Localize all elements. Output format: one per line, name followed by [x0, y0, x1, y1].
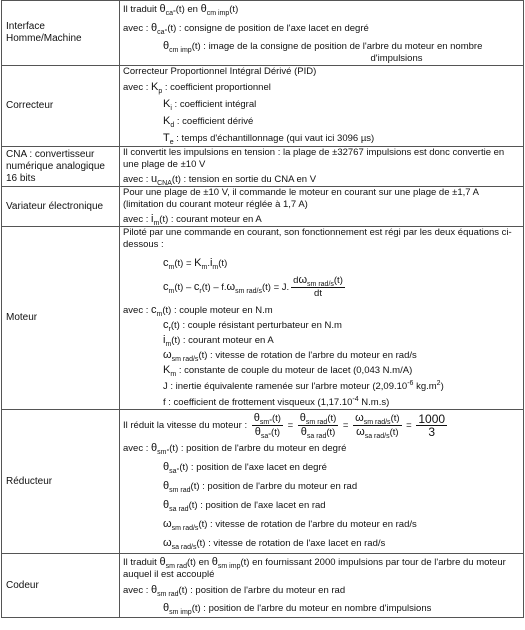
- row-content: [120, 554, 524, 618]
- line: J : inertie équivalente ramenée sur l'arbre moteur ($2,09.10^{-6}$ $kg.m^2$): [163, 380, 444, 393]
- line: $\theta_{sm imp}(t)$ : position de l'arbre du moteur en nombre d'impulsions: [163, 602, 432, 617]
- line: $\theta_{sa rad}(t)$ : position de l'axe lacet en rad: [163, 499, 326, 514]
- row-name: Correcteur: [2, 66, 120, 147]
- row-moteur: [2, 227, 524, 410]
- fraction: $\frac{\theta_{sm^\circ}(t)}{\theta_{sa^\circ}(t)}$: [253, 412, 281, 441]
- line: Il convertit les impulsions en tension : la plage de ±32767 impulsions est donc convertie en une plage de ±10 V: [123, 147, 505, 170]
- line: avec : $u_{CNA}(t)$ : tension en sortie du CNA en V: [123, 173, 317, 187]
- row-name: Interface Homme/Machine: [2, 1, 120, 66]
- row-reducteur: [2, 410, 524, 554]
- line: $\theta_{cm imp}(t)$ : image de la consigne de position de l'arbre du moteur en nombre: [163, 40, 483, 54]
- line: avec : $K_p$ : coefficient proportionnel: [123, 81, 271, 95]
- fraction: [291, 274, 345, 300]
- row-content: [120, 66, 524, 147]
- line: $\omega_{sa rad/s}(t)$ : vitesse de rotation de l'axe lacet en rad/s: [163, 537, 386, 552]
- line: Il traduit $\theta_{sm rad}(t)$ en $\theta_{sm imp}(t)$ en fournissant 2000 impulsions par tour de l'arbre du moteur auquel il est accouplé: [123, 556, 506, 581]
- line: avec : $\theta_{sm rad}(t)$ : position de l'arbre du moteur en rad: [123, 584, 346, 599]
- line: Il traduit $\theta_{ca^\circ}(t)$ en $\theta_{cm imp}(t)$: [123, 3, 239, 17]
- line: $c_r(t)$ : couple résistant perturbateur en N.m: [163, 319, 342, 333]
- eq-intro: Il réduit la vitesse du moteur :: [123, 420, 248, 432]
- line: $K_i$ : coefficient intégral: [163, 98, 257, 112]
- line: Piloté par une commande en courant, son fonctionnement est régi par les deux équations ci-dessous :: [123, 227, 512, 250]
- line: $\theta_{sm rad}(t)$ : position de l'arbre du moteur en rad: [163, 480, 358, 495]
- fraction: $\frac{\theta_{sm rad}(t)}{\theta_{sa rad}(t)}$: [299, 412, 337, 441]
- line: Pour une plage de ±10 V, il commande le moteur en courant sur une plage de ±1,7 A (limitation du courant moteur réglée à 1,7 A): [123, 187, 479, 210]
- line: $c_m(t) = K_m.i_m(t)$: [163, 257, 228, 271]
- line: d'impulsions: [370, 53, 423, 64]
- row-correcteur: [2, 66, 524, 147]
- line: avec : $c_m(t)$ : couple moteur en N.m: [123, 304, 273, 318]
- description-table: [1, 0, 524, 618]
- row-name: Moteur: [2, 227, 120, 410]
- frac-den: dt: [314, 288, 322, 299]
- row-name: Variateur électronique: [2, 187, 120, 227]
- line: $T_e$ : temps d'échantillonnage (qui vaut ici 3096 µs): [163, 132, 375, 146]
- row-content: [120, 187, 524, 227]
- fraction: $\frac{1000}{3}$: [418, 412, 446, 440]
- line: $K_d$ : coefficient dérivé: [163, 115, 254, 129]
- fraction: $\frac{\omega_{sm rad/s}(t)}{\omega_{sa rad/s}(t)}$: [355, 412, 400, 441]
- frac-num: $d\omega_{sm rad/s}(t)$: [293, 274, 343, 288]
- row-cna: [2, 147, 524, 187]
- line: f : coefficient de frottement visqueux ($1,17.10^{-4}$ N.m.s): [163, 396, 390, 409]
- row-content: [120, 147, 524, 187]
- row-variateur: [2, 187, 524, 227]
- line: avec : $i_m(t)$ : courant moteur en A: [123, 213, 262, 227]
- equation: [123, 274, 520, 300]
- equation: Il réduit la vitesse du moteur : $\frac{\theta_{sm^\circ}(t)}{\theta_{sa^\circ}(t)}$ = $\frac{\theta_{sm rad}(t)}{\theta_{sa rad}(t)}$ = $\frac{\omega_{sm rad/s}(t)}{\omega_{sa rad/s}(t)}$ = $\frac{1000}{3}$: [123, 412, 446, 441]
- row-name: Codeur: [2, 554, 120, 618]
- line: Correcteur Proportionnel Intégral Dérivé (PID): [123, 66, 317, 77]
- row-interface: [2, 1, 524, 66]
- line: avec : $\theta_{sm^\circ}(t)$ : position de l'arbre du moteur en degré: [123, 442, 347, 457]
- eq-left: $c_m(t) - c_r(t) - f.\omega_{sm rad/s}(t) = J$.: [163, 280, 290, 295]
- row-content: [120, 1, 524, 66]
- line: $\theta_{sa^\circ}(t)$ : position de l'axe lacet en degré: [163, 461, 327, 476]
- row-content: [120, 410, 524, 554]
- row-content: [120, 227, 524, 410]
- line: $\omega_{sm rad/s}(t)$ : vitesse de rotation de l'arbre du moteur en rad/s: [163, 518, 417, 533]
- line: $i_m(t)$ : courant moteur en A: [163, 334, 274, 348]
- line: $\omega_{sm rad/s}(t)$ : vitesse de rotation de l'arbre du moteur en rad/s: [163, 349, 417, 363]
- row-name: Réducteur: [2, 410, 120, 554]
- row-name: CNA : convertisseur numérique analogique 16 bits: [2, 147, 120, 187]
- line: $K_m$ : constante de couple du moteur de lacet (0,043 N.m/A): [163, 364, 413, 378]
- row-codeur: [2, 554, 524, 618]
- line: avec : $\theta_{ca^\circ}(t)$ : consigne de position de l'axe lacet en degré: [123, 22, 369, 36]
